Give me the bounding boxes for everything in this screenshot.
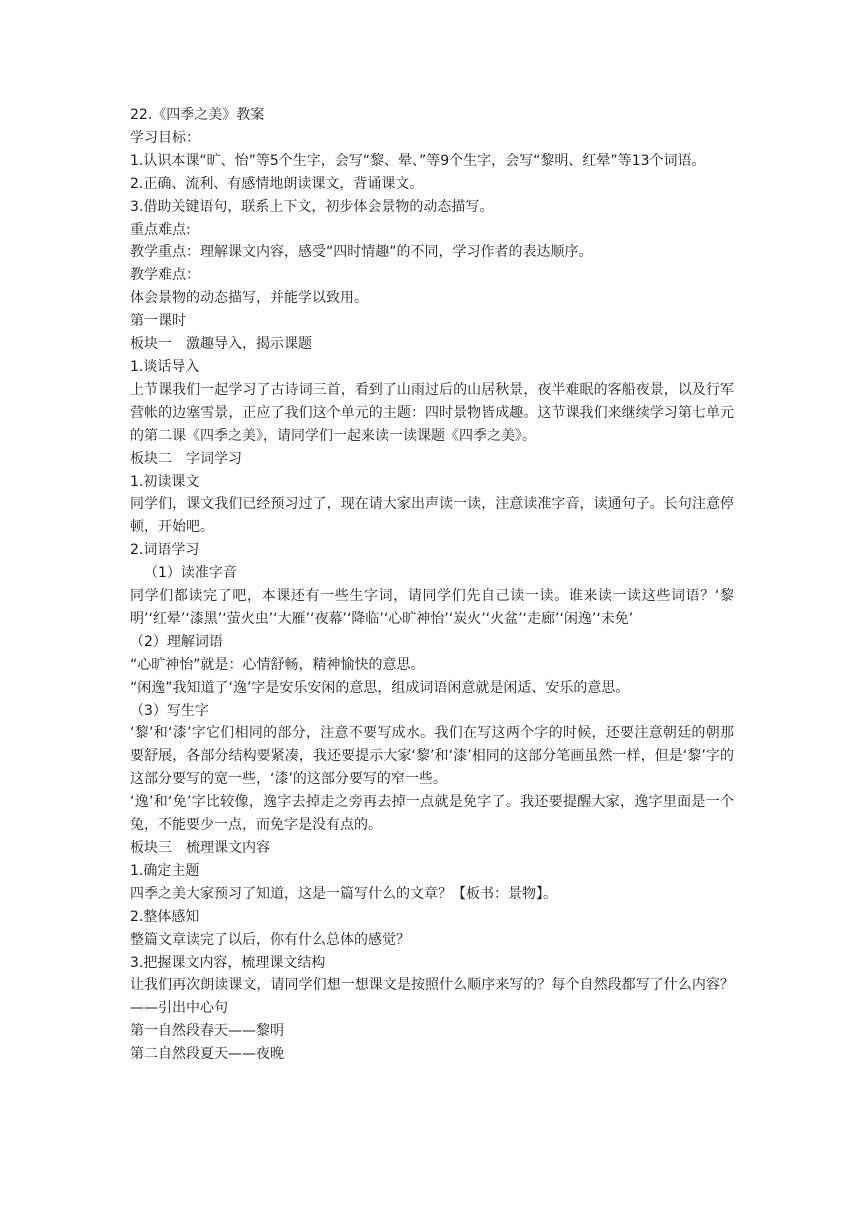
paragraph: 同学们都读完了吧，本课还有一些生字词，请同学们先自己读一读。谁来读一读这些词语？‘黎明’‘红晕’‘漆黑’‘萤火虫’‘大雁’‘夜幕’‘降临’‘心旷神怡’‘炭火’‘火盆’‘走廊’‘闲逸’‘未免’ <box>130 588 734 627</box>
sub-heading: （1）读准字音 <box>144 565 237 582</box>
paragraph: 第二自然段夏天——夜晚 <box>130 1046 284 1063</box>
paragraph: 教学重点：理解课文内容，感受“四时情趣”的不同，学习作者的表达顺序。 <box>130 244 593 261</box>
section-heading: 板块三 梳理课文内容 <box>130 840 270 856</box>
paragraph: 3.借助关键语句，联系上下文，初步体会景物的动态描写。 <box>130 198 494 215</box>
paragraph: 四季之美大家预习了知道，这是一篇写什么的文章？【板书：景物】。 <box>130 885 557 902</box>
sub-heading: （3）写生字 <box>130 702 209 719</box>
sub-heading: 3.把握课文内容，梳理课文结构 <box>130 954 326 971</box>
document-title: 22.《四季之美》教案 <box>130 107 265 123</box>
section-heading: 第一课时 <box>130 313 186 330</box>
sub-heading: 1.初读课文 <box>130 473 200 490</box>
section-heading: 重点难点: <box>130 221 191 238</box>
paragraph: ‘黎’和‘漆’字它们相同的部分，注意不要写成水。我们在写这两个字的时候，还要注意朝廷的朝那要舒展，各部分结构要紧凑，我还要提示大家‘黎’和‘漆’相同的这部分笔画虽然一样，但是‘黎’字的这部分要写的宽一些，‘漆’的这部分要写的窄一些。 <box>130 725 734 788</box>
sub-heading: 2.词语学习 <box>130 542 200 559</box>
paragraph: 1.认识本课“旷、怡”等5个生字，会写“黎、晕、”等9个生字，会写“黎明、红晕”等13个词语。 <box>130 152 706 169</box>
paragraph: 整篇文章读完了以后，你有什么总体的感觉？ <box>130 931 410 948</box>
sub-heading: 2.整体感知 <box>130 908 200 925</box>
paragraph: ‘逸’和‘免’字比较像，逸字去掉走之旁再去掉一点就是免字了。我还要提醒大家，逸字里面是一个兔，不能要少一点，而免字是没有点的。 <box>130 794 734 834</box>
document-page <box>130 104 734 1066</box>
section-heading: 板块一 激趣导入，揭示课题 <box>130 336 312 353</box>
paragraph: 让我们再次朗读课文，请同学们想一想课文是按照什么顺序来写的？每个自然段都写了什么内容？——引出中心句 <box>130 977 734 1017</box>
paragraph: “闲逸”我知道了‘逸’字是安乐安闲的意思，组成词语闲意就是闲适、安乐的意思。 <box>130 679 630 696</box>
section-heading: 教学难点： <box>130 267 200 284</box>
paragraph: 第一自然段春天——黎明 <box>130 1023 284 1040</box>
paragraph: 上节课我们一起学习了古诗词三首，看到了山雨过后的山居秋景，夜半难眠的客船夜景，以及行军营帐的边塞雪景，正应了我们这个单元的主题：四时景物皆成趣。这节课我们来继续学习第七单元的第二课《四季之美》，请同学们一起来读一读课题《四季之美》。 <box>130 381 734 444</box>
paragraph: 体会景物的动态描写，并能学以致用。 <box>130 290 368 307</box>
paragraph: 2.正确、流利、有感情地朗读课文，背诵课文。 <box>130 175 424 192</box>
sub-heading: 1.确定主题 <box>130 862 200 879</box>
section-heading: 板块二 字词学习 <box>130 450 242 467</box>
paragraph: 同学们，课文我们已经预习过了，现在请大家出声读一读，注意读准字音，读通句子。长句注意停顿，开始吧。 <box>130 496 734 536</box>
paragraph: “心旷神怡”就是：心情舒畅，精神愉快的意思。 <box>130 656 425 673</box>
section-heading: 学习目标： <box>130 129 200 146</box>
sub-heading: 1.谈话导入 <box>130 358 200 375</box>
sub-heading: （2）理解词语 <box>130 633 223 650</box>
